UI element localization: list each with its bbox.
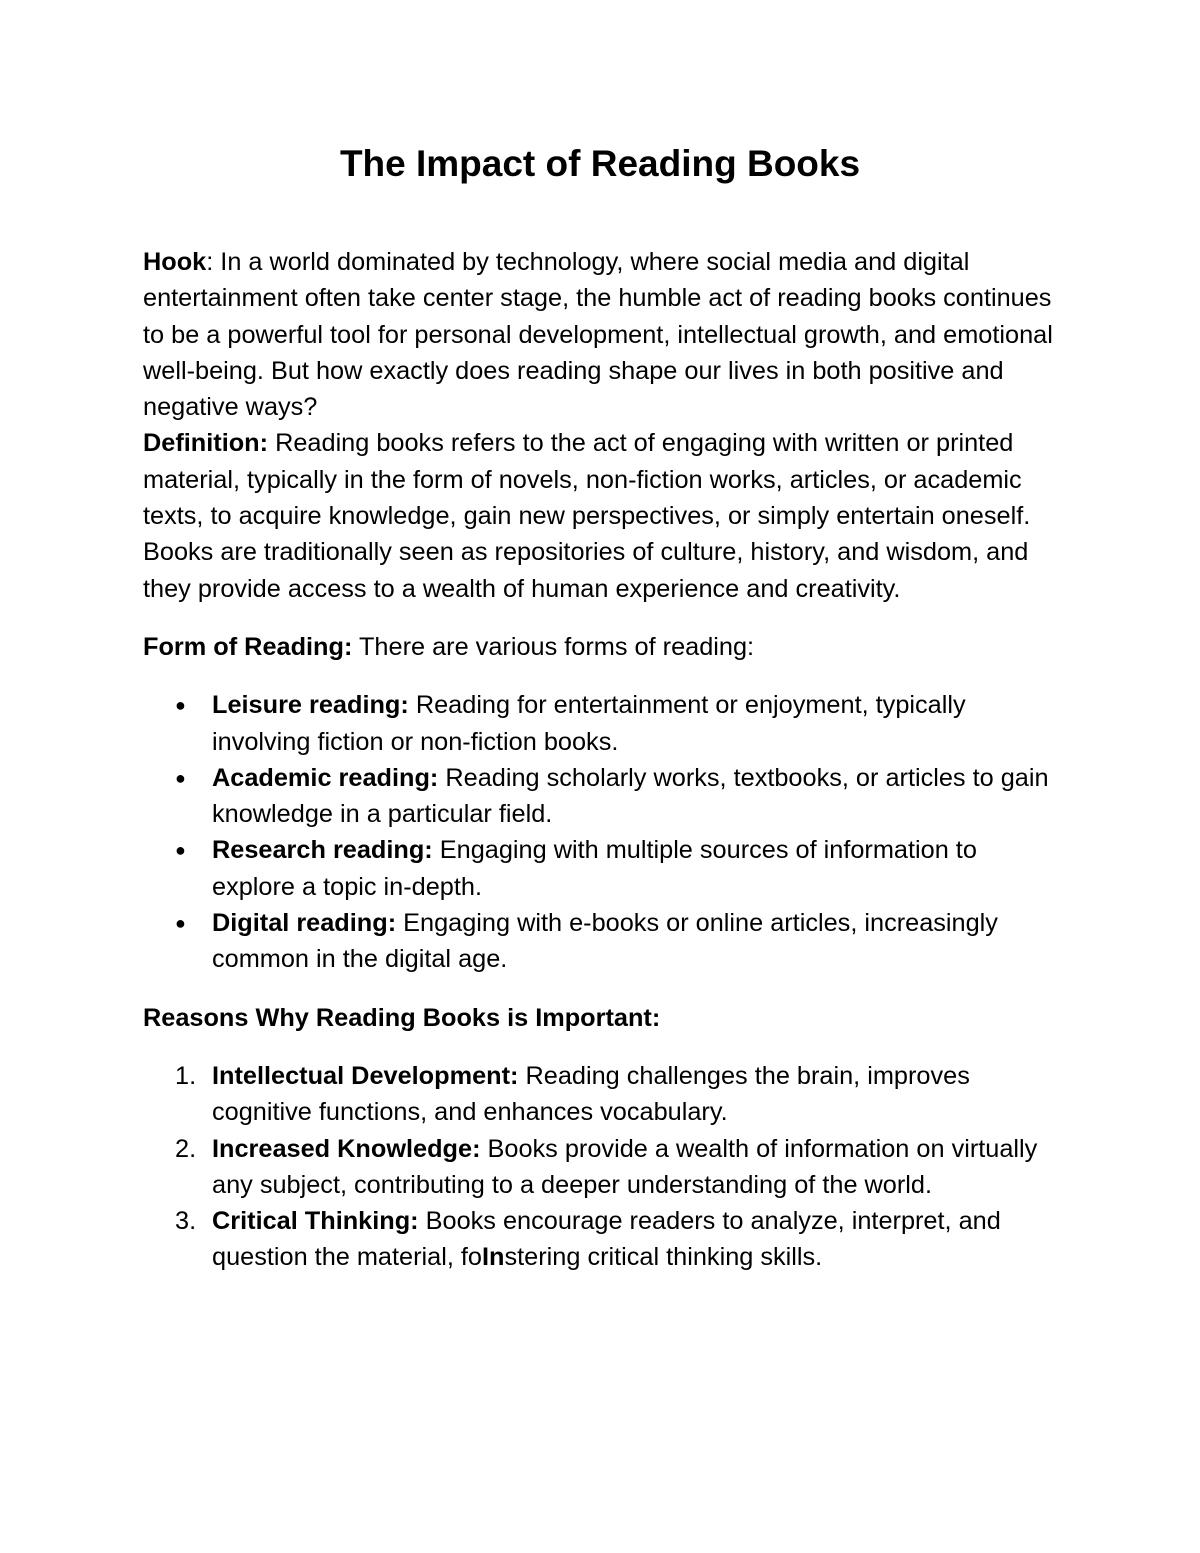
definition-label: Definition: bbox=[143, 429, 269, 458]
list-item-term: Research reading: bbox=[212, 836, 433, 865]
list-item-desc: Engaging with e-books or online articles, increasingly common in the digital age. bbox=[212, 909, 998, 974]
bullet-icon: ● bbox=[175, 840, 186, 861]
list-item-term: Academic reading: bbox=[212, 763, 439, 792]
list-item-desc: Books encourage readers to analyze, interpret, and question the material, fo bbox=[212, 1207, 1001, 1272]
page-title: The Impact of Reading Books bbox=[339, 143, 861, 184]
list-item-desc: Books provide a wealth of information on virtually any subject, contributing to a deeper understanding of the world. bbox=[212, 1134, 1038, 1199]
list-item bbox=[175, 832, 1063, 905]
list-item-term: Critical Thinking: bbox=[212, 1207, 419, 1236]
list-item bbox=[175, 760, 1063, 833]
list-number: 3. bbox=[175, 1207, 197, 1236]
list-item-desc: Reading scholarly works, textbooks, or articles to gain knowledge in a particular field. bbox=[212, 763, 1049, 829]
list-number: 1. bbox=[175, 1061, 197, 1090]
forms-paragraph bbox=[143, 629, 1063, 665]
list-item bbox=[175, 1058, 1063, 1131]
list-item-term: Intellectual Development: bbox=[212, 1061, 519, 1090]
definition-text: Reading books refers to the act of engaging with written or printed material, typically in the form of novels, non-fiction works, articles, or academic texts, to acquire knowledge, gain new perspectives, or simply entertain oneself. Books are traditionally seen as repositories of culture, history, and wisdom, and they provide access to a wealth of human experience and creativity. bbox=[143, 429, 1031, 603]
list-item-desc: Reading for entertainment or enjoyment, typically involving fiction or non-fiction books. bbox=[212, 691, 966, 756]
list-item-desc: Engaging with multiple sources of information to explore a topic in-depth. bbox=[212, 836, 977, 901]
reasons-heading-text: Reasons Why Reading Books is Important: bbox=[143, 1003, 661, 1032]
bullet-icon: ● bbox=[175, 767, 186, 788]
list-item bbox=[175, 687, 1063, 760]
definition-paragraph bbox=[143, 425, 1063, 606]
forms-text: There are various forms of reading: bbox=[352, 632, 755, 661]
list-item-desc-bold: In bbox=[482, 1243, 505, 1272]
reasons-heading bbox=[143, 1000, 1063, 1036]
hook-text: : In a world dominated by technology, where social media and digital entertainment often take center stage, the humble act of reading books continues to be a powerful tool for personal development, intellectual growth, and emotional well-being. But how exactly does reading shape our lives in both positive and negative ways? bbox=[143, 248, 1053, 422]
list-item bbox=[175, 1203, 1063, 1276]
list-item-desc-end: stering critical thinking skills. bbox=[504, 1243, 823, 1272]
list-item-term: Leisure reading: bbox=[212, 691, 409, 720]
reasons-list bbox=[143, 1058, 1063, 1276]
hook-paragraph bbox=[143, 244, 1063, 425]
list-item-desc: Reading challenges the brain, improves cognitive functions, and enhances vocabulary. bbox=[212, 1061, 970, 1127]
list-item bbox=[175, 905, 1063, 978]
forms-list bbox=[143, 687, 1063, 977]
list-number: 2. bbox=[175, 1134, 197, 1163]
list-item-term: Increased Knowledge: bbox=[212, 1134, 481, 1163]
forms-label: Form of Reading: bbox=[143, 632, 353, 661]
bullet-icon: ● bbox=[175, 913, 186, 934]
document-body bbox=[143, 244, 1063, 1276]
hook-label: Hook bbox=[143, 248, 207, 276]
list-item-term: Digital reading: bbox=[212, 909, 397, 938]
list-item bbox=[175, 1131, 1063, 1204]
bullet-icon: ● bbox=[175, 695, 186, 716]
